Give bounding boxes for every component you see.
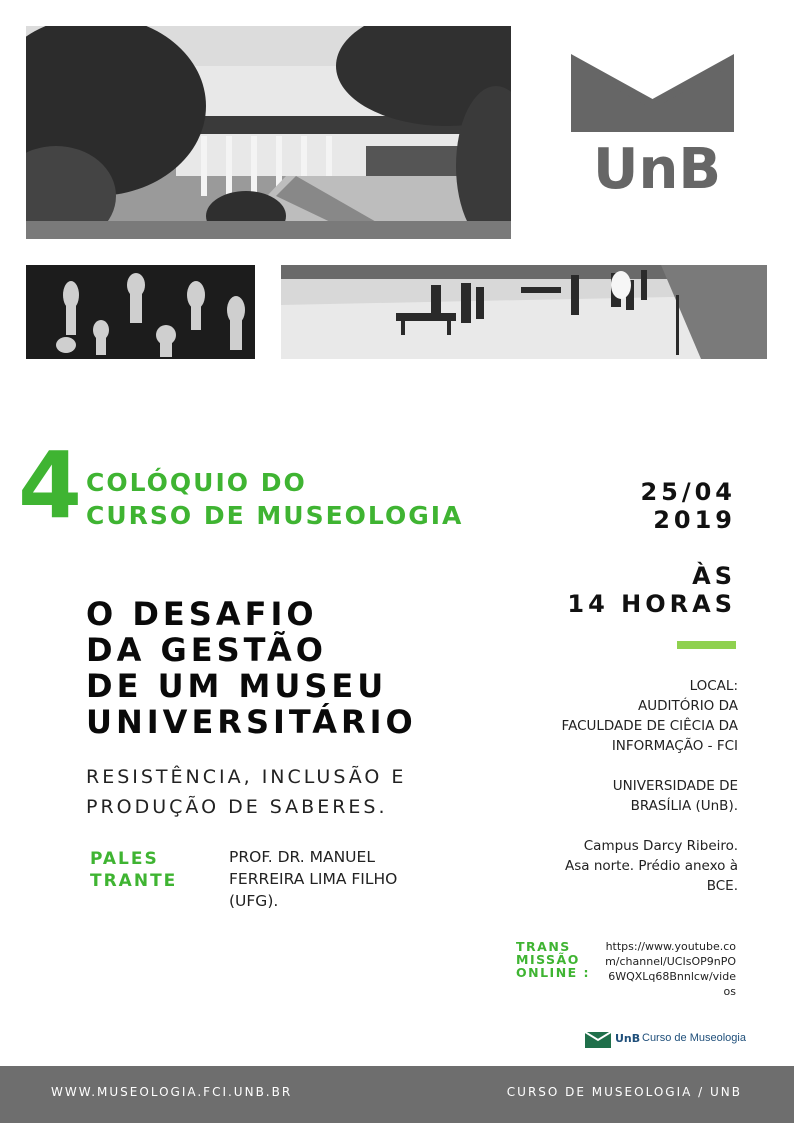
title-line: UNIVERSITÁRIO bbox=[86, 703, 417, 741]
footer bbox=[0, 1066, 794, 1123]
location-line: AUDITÓRIO DA bbox=[637, 698, 738, 714]
location-line: FACULDADE DE CIÊCIA DA bbox=[561, 718, 738, 734]
event-series bbox=[86, 466, 463, 532]
title-line: DE UM MUSEU bbox=[86, 667, 388, 705]
mini-logo-brand: UnB bbox=[615, 1032, 641, 1045]
location-line: BCE. bbox=[706, 878, 738, 894]
subtitle-line: PRODUÇÃO DE SABERES. bbox=[86, 796, 388, 818]
speaker-label-line: PALES bbox=[90, 849, 159, 869]
event-location bbox=[478, 676, 738, 896]
event-date bbox=[640, 478, 736, 534]
broadcast-label bbox=[516, 940, 590, 979]
unb-logo bbox=[571, 50, 734, 200]
broadcast-label-line: MISSÃO bbox=[516, 952, 580, 967]
time-line: 14 HORAS bbox=[567, 590, 736, 618]
location-line: BRASÍLIA (UnB). bbox=[630, 798, 738, 814]
time-line: ÀS bbox=[692, 562, 736, 590]
date-line: 25/04 bbox=[640, 478, 736, 506]
broadcast-url-link[interactable]: https://www.youtube.com/channel/UCIsOP9nPO6WQXLq68Bnnlcw/videos bbox=[605, 940, 736, 998]
unb-emblem-icon bbox=[571, 50, 734, 132]
divider-bar bbox=[677, 641, 736, 649]
speaker-label bbox=[90, 848, 177, 892]
broadcast-label-line: TRANS bbox=[516, 939, 571, 954]
date-line: 2019 bbox=[653, 506, 736, 534]
title-line: O DESAFIO bbox=[86, 595, 318, 633]
title-line: DA GESTÃO bbox=[86, 631, 327, 669]
unb-mini-emblem-icon bbox=[585, 1032, 611, 1048]
speaker-label-line: TRANTE bbox=[90, 871, 178, 891]
speaker-name: PROF. DR. MANUEL FERREIRA LIMA FILHO (UFG). bbox=[229, 848, 398, 910]
event-number: 4 bbox=[18, 432, 83, 539]
location-line: UNIVERSIDADE DE bbox=[612, 778, 738, 794]
unb-logo-text: UnB bbox=[593, 137, 722, 202]
event-series-line: CURSO DE MUSEOLOGIA bbox=[86, 501, 464, 530]
footer-course-label: CURSO DE MUSEOLOGIA / UNB bbox=[506, 1085, 742, 1099]
location-line: Campus Darcy Ribeiro. bbox=[583, 838, 738, 854]
footer-website-link[interactable]: WWW.MUSEOLOGIA.FCI.UNB.BR bbox=[51, 1085, 293, 1099]
event-time bbox=[567, 562, 736, 618]
location-line: LOCAL: bbox=[689, 678, 738, 694]
gallery-photo bbox=[281, 265, 767, 359]
sculptures-photo bbox=[26, 265, 255, 359]
event-subtitle bbox=[86, 762, 406, 822]
location-line: INFORMAÇÃO - FCI bbox=[611, 738, 738, 754]
building-photo bbox=[26, 26, 511, 239]
subtitle-line: RESISTÊNCIA, INCLUSÃO E bbox=[86, 766, 407, 788]
location-line: Asa norte. Prédio anexo à bbox=[564, 858, 738, 874]
event-series-line: COLÓQUIO DO bbox=[86, 468, 307, 497]
broadcast-label-line: ONLINE : bbox=[516, 965, 591, 980]
event-title bbox=[86, 596, 417, 740]
mini-logo-text: Curso de Museologia bbox=[642, 1032, 746, 1044]
